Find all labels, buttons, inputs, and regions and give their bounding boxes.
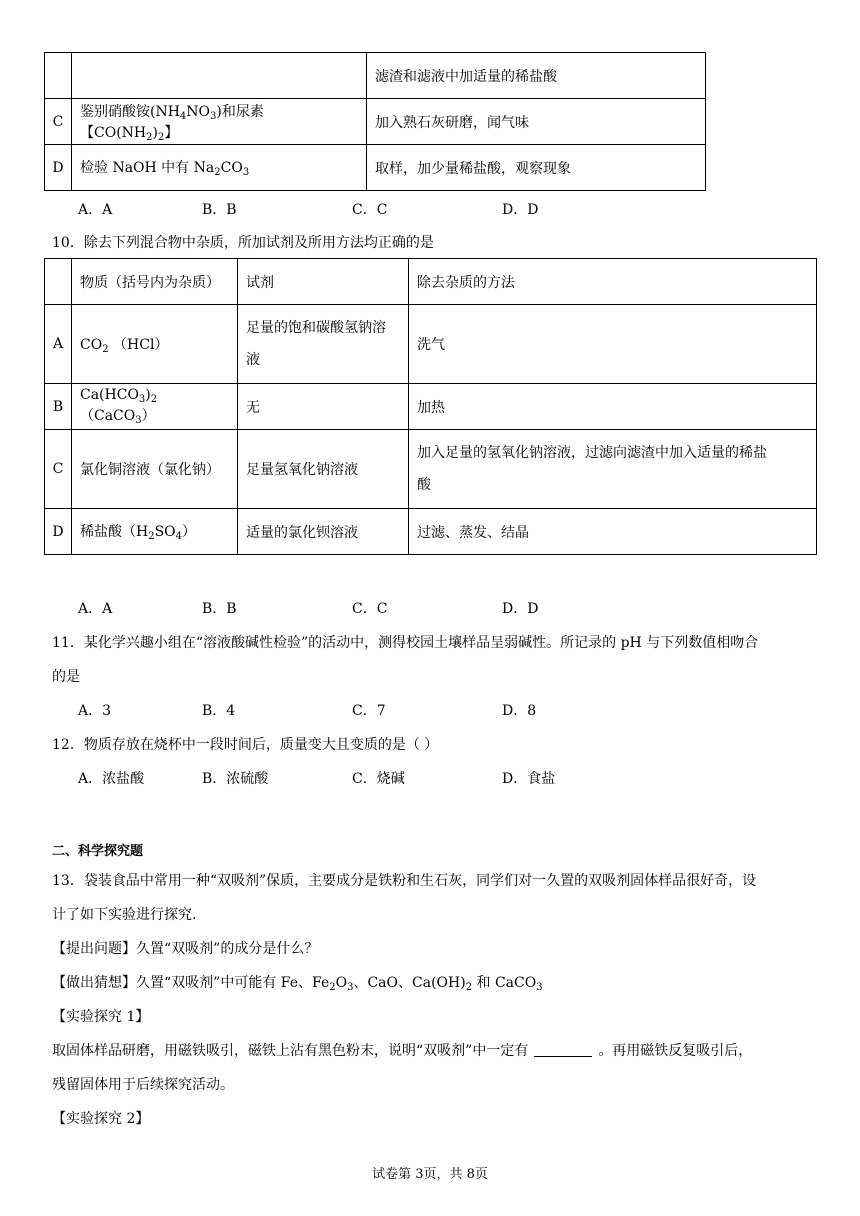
option-b[interactable]: B．B: [202, 202, 237, 218]
option-a[interactable]: A．A: [78, 202, 113, 218]
question-13-stem: 13．袋装食品中常用一种“双吸剂”保质，主要成分是铁粉和生石灰，同学们对一久置的双吸剂固体样品很好奇，设: [52, 873, 757, 889]
experiment-1-title: 【实验探究 1】: [52, 1009, 150, 1025]
table-continued: [44, 52, 706, 191]
table-row: [45, 99, 706, 145]
answer-blank[interactable]: [534, 1042, 592, 1057]
method-cell: 加入足量的氢氧化钠溶液，过滤向滤渣中加入适量的稀盐 酸: [409, 430, 817, 509]
experiment-1-text: 取固体样品研磨，用磁铁吸引，磁铁上沾有黑色粉末，说明“双吸剂”中一定有 。再用磁铁反复吸引后，: [52, 1043, 753, 1059]
row-label: C: [45, 430, 72, 509]
header-cell: 除去杂质的方法: [409, 259, 817, 305]
table-header-row: [45, 259, 817, 305]
problem-statement: 【提出问题】久置“双吸剂”的成分是什么？: [52, 941, 319, 957]
option-d[interactable]: D．食盐: [502, 771, 556, 787]
substance-cell: $CO_2$ （HCl）: [72, 305, 238, 384]
option-b[interactable]: B．B: [202, 601, 237, 617]
option-a[interactable]: A．浓盐酸: [78, 771, 145, 787]
cell-right: 取样，加少量稀盐酸，观察现象: [367, 145, 706, 191]
question-13-stem-cont: 计了如下实验进行探究.: [52, 907, 197, 923]
option-d[interactable]: D．8: [502, 703, 537, 719]
option-d[interactable]: D．D: [502, 202, 539, 218]
substance-cell: 稀盐酸$(H_2SO_4)$: [72, 509, 238, 555]
row-label: C: [45, 99, 72, 145]
table-row: [45, 305, 817, 384]
question-12-stem: 12．物质存放在烧杯中一段时间后，质量变大且变质的是（ ）: [52, 737, 439, 753]
table-row: [45, 384, 817, 430]
table-row: [45, 145, 706, 191]
reagent-cell: 足量的饱和碳酸氢钠溶 液: [238, 305, 409, 384]
reagent-cell: 无: [238, 384, 409, 430]
cell-right: 滤渣和滤液中加适量的稀盐酸: [367, 53, 706, 99]
option-a[interactable]: A．3: [78, 703, 112, 719]
substance-cell: $Ca(HCO_3)_2(CaCO_3)$: [72, 384, 238, 430]
question-10-stem: 10．除去下列混合物中杂质，所加试剂及所用方法均正确的是: [52, 235, 434, 251]
cell-right: 加入熟石灰研磨，闻气味: [367, 99, 706, 145]
method-cell: 洗气: [409, 305, 817, 384]
row-label: [45, 53, 72, 99]
question-11-stem: 11．某化学兴趣小组在“溶液酸碱性检验”的活动中，测得校园土壤样品呈弱碱性。所记录的 pH 与下列数值相吻合: [52, 635, 759, 651]
option-b[interactable]: B．浓硫酸: [202, 771, 269, 787]
page-footer: 试卷第 3页，共 8页: [372, 1167, 488, 1182]
option-c[interactable]: C．C: [352, 601, 388, 617]
option-c[interactable]: C．C: [352, 202, 388, 218]
cell-left: [72, 53, 367, 99]
table-row: [45, 53, 706, 99]
header-cell: 试剂: [238, 259, 409, 305]
experiment-2-title: 【实验探究 2】: [52, 1111, 150, 1127]
option-a[interactable]: A．A: [78, 601, 113, 617]
cell-left: 检验 NaOH 中有 $Na_2CO_3$: [72, 145, 367, 191]
table-row: [45, 509, 817, 555]
option-c[interactable]: C．烧碱: [352, 771, 405, 787]
cell-left: 鉴别硝酸铵$(NH_4NO_3)$和尿素【$CO(NH_2)_2$】: [72, 99, 367, 145]
method-cell: 过滤、蒸发、结晶: [409, 509, 817, 555]
row-label: D: [45, 509, 72, 555]
option-d[interactable]: D．D: [502, 601, 539, 617]
option-b[interactable]: B．4: [202, 703, 236, 719]
experiment-1-text-cont: 残留固体用于后续探究活动。: [52, 1077, 234, 1093]
section-title: 二、科学探究题: [52, 844, 144, 859]
question-11-stem-cont: 的是: [52, 669, 80, 685]
table-row: [45, 430, 817, 509]
purification-table: [44, 258, 817, 555]
row-label: A: [45, 305, 72, 384]
row-label: B: [45, 384, 72, 430]
reagent-cell: 足量氢氧化钠溶液: [238, 430, 409, 509]
reagent-cell: 适量的氯化钡溶液: [238, 509, 409, 555]
header-cell: 物质（括号内为杂质）: [72, 259, 238, 305]
row-label: D: [45, 145, 72, 191]
option-c[interactable]: C．7: [352, 703, 386, 719]
header-cell: [45, 259, 72, 305]
hypothesis: 【做出猜想】久置“双吸剂”中可能有 Fe、$Fe_2O_3$、CaO、$Ca(OH)_2$ 和 CaCO$_3$: [52, 975, 543, 993]
method-cell: 加热: [409, 384, 817, 430]
substance-cell: 氯化铜溶液（氯化钠）: [72, 430, 238, 509]
